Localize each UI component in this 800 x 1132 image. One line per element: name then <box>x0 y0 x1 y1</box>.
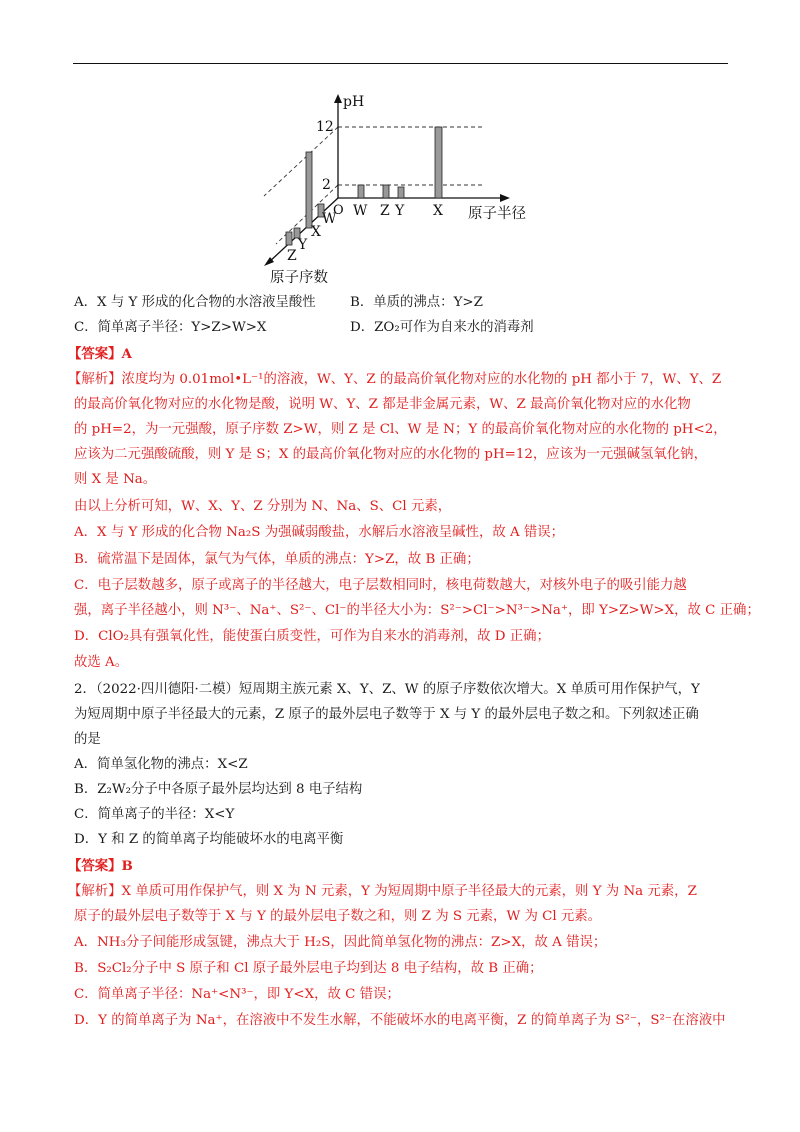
depth-letter-w: W <box>322 211 337 227</box>
bar-z-depth <box>286 232 292 245</box>
ph-diagram-svg <box>250 92 550 290</box>
x-letter-z: Z <box>380 203 390 219</box>
q2-option-a[interactable]: A．简单氢化物的沸点：X<Z <box>74 757 248 772</box>
q1-analysis-line: 强，离子半径越小，则 N³⁻、Na⁺、S²⁻、Cl⁻的半径大小为：S²⁻>Cl⁻>N³⁻>Na⁺，即 Y>Z>W>X，故 C 正确； <box>74 603 760 618</box>
y-axis-arrow <box>334 94 342 103</box>
bar-x-x <box>435 127 442 198</box>
q2-analysis-line: 原子的最外层电子数等于 X 与 Y 的最外层电子数之和，则 Z 为 S 元素，W 为 Cl 元素。 <box>74 909 602 924</box>
q2-stem-line: 为短周期中原子半径最大的元素，Z 原子的最外层电子数等于 X 与 Y 的最外层电子数之和。下列叙述正确 <box>74 707 699 722</box>
bar-z-x <box>383 185 389 198</box>
q2-analysis-line: A．NH₃分子间能形成氢键，沸点大于 H₂S，因此简单氢化物的沸点：Z>X，故 A 错误； <box>74 935 607 950</box>
x-axis-arrow <box>500 194 510 202</box>
q1-option-b[interactable]: B．单质的沸点：Y>Z <box>350 295 483 310</box>
bar-w-x <box>358 185 364 198</box>
depth-axis-label: 原子序数 <box>270 270 328 286</box>
q1-analysis-line: 【解析】浓度均为 0.01mol•L⁻¹的溶液，W、Y、Z 的最高价氧化物对应的水化物的 pH 都小于 7，W、Y、Z <box>68 372 722 387</box>
q1-analysis-line: 应该为二元强酸硫酸，则 Y 是 S；X 的最高价氧化物对应的水化物的 pH=12，应该为一元强碱氢氧化钠， <box>74 447 707 462</box>
q1-analysis-line: D．ClO₂具有强氧化性，能使蛋白质变性，可作为自来水的消毒剂，故 D 正确； <box>74 629 550 644</box>
q2-option-b[interactable]: B．Z₂W₂分子中各原子最外层均达到 8 电子结构 <box>74 782 363 797</box>
origin-label: O <box>333 203 344 218</box>
header-rule <box>73 63 728 64</box>
q2-analysis-line: B．S₂Cl₂分子中 S 原子和 Cl 原子最外层电子均到达 8 电子结构，故 B 正确； <box>74 961 543 976</box>
depth-letter-z: Z <box>287 248 297 264</box>
ph-bar-diagram <box>250 92 550 290</box>
q2-stem-line: 的是 <box>74 732 101 747</box>
q1-analysis-line: 则 X 是 Na。 <box>74 472 157 487</box>
q1-option-d[interactable]: D．ZO₂可作为自来水的消毒剂 <box>350 320 534 335</box>
y-axis-label: pH <box>343 94 365 110</box>
q2-stem-line: 2．（2022·四川德阳·二模）短周期主族元素 X、Y、Z、W 的原子序数依次增大。X 单质可用作保护气，Y <box>74 682 700 697</box>
tick-2-label: 2 <box>322 177 331 193</box>
q2-option-c[interactable]: C．简单离子的半径：X<Y <box>74 807 235 822</box>
q1-analysis-line: 的最高价氧化物对应的水化物是酸，说明 W、Y、Z 都是非金属元素，W、Z 最高价氧化物对应的水化物 <box>74 397 691 412</box>
q1-option-c[interactable]: C．简单离子半径：Y>Z>W>X <box>74 320 267 335</box>
q1-analysis-line: B．硫常温下是固体，氯气为气体，单质的沸点：Y>Z，故 B 正确； <box>74 552 480 567</box>
q2-answer: 【答案】B <box>68 858 133 874</box>
q2-analysis-line: C．简单离子半径：Na⁺<N³⁻，即 Y<X，故 C 错误； <box>74 987 400 1002</box>
x-letter-w: W <box>353 203 368 219</box>
q1-analysis-line: A．X 与 Y 形成的化合物 Na₂S 为强碱弱酸盐，水解后水溶液呈碱性，故 A 错误； <box>74 525 565 540</box>
bar-x-depth <box>306 152 312 228</box>
depth-letter-y: Y <box>298 237 308 253</box>
x-letter-x: X <box>433 203 443 219</box>
x-letter-y: Y <box>395 203 405 219</box>
q1-answer: 【答案】A <box>68 346 132 362</box>
bar-y-x <box>398 187 404 198</box>
q1-analysis-line: 故选 A。 <box>74 655 129 670</box>
tick-12-label: 12 <box>316 119 334 135</box>
q2-analysis-line: 【解析】X 单质可用作保护气，则 X 为 N 元素，Y 为短周期中原子半径最大的元素，则 Y 为 Na 元素，Z <box>68 884 697 899</box>
x-axis-label: 原子半径 <box>468 206 526 222</box>
depth-letter-x: X <box>311 224 321 240</box>
q1-option-a[interactable]: A．X 与 Y 形成的化合物的水溶液呈酸性 <box>74 295 316 310</box>
q2-analysis-line: D．Y 的简单离子为 Na⁺，在溶液中不发生水解，不能破坏水的电离平衡，Z 的简单离子为 S²⁻，S²⁻在溶液中 <box>74 1013 726 1028</box>
q1-options-row-2 <box>74 318 534 338</box>
depth-axis <box>268 198 338 263</box>
q2-option-d[interactable]: D．Y 和 Z 的简单离子均能破坏水的电离平衡 <box>74 832 344 847</box>
q1-analysis-line: 由以上分析可知，W、X、Y、Z 分别为 N、Na、S、Cl 元素， <box>74 499 452 514</box>
q1-options-row-1 <box>74 293 483 313</box>
q1-analysis-line: C．电子层数越多，原子或离子的半径越大，电子层数相同时，核电荷数越大，对核外电子的吸引能力越 <box>74 578 687 593</box>
q1-analysis-line: 的 pH=2，为一元强酸，原子序数 Z>W，则 Z 是 Cl、W 是 N；Y 的最高价氧化物对应的水化物的 pH<2， <box>74 422 727 437</box>
